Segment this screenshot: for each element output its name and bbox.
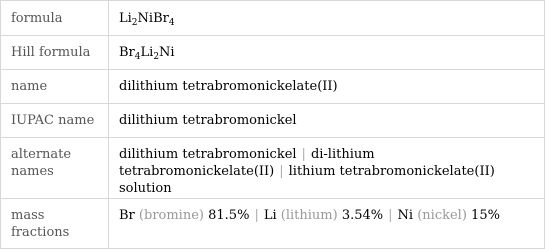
element-name: (lithium)	[280, 208, 338, 223]
table-row	[1, 36, 545, 70]
element-symbol: Br	[119, 208, 135, 223]
row-label: formula	[1, 1, 109, 36]
formula-part: Li	[140, 45, 154, 60]
alternate-name: lithium tetrabromonickelate(II) solution	[119, 164, 495, 196]
element-symbol: Ni	[397, 208, 414, 223]
row-label: alternate names	[1, 138, 109, 199]
row-label: mass fractions	[1, 199, 109, 249]
name-value: dilithium tetrabromonickelate(II)	[109, 70, 545, 104]
element-percent: 81.5%	[208, 208, 250, 223]
mass-fractions-value	[109, 199, 545, 249]
element-percent: 3.54%	[341, 208, 384, 223]
hill-formula-value	[109, 36, 545, 70]
alternate-name: di-lithium tetrabromonickelate(II)	[119, 147, 375, 179]
table-row	[1, 138, 545, 199]
row-label: IUPAC name	[1, 104, 109, 138]
table-row	[1, 199, 545, 249]
element-percent: 15%	[471, 208, 500, 223]
table-row	[1, 1, 545, 36]
table-row	[1, 70, 545, 104]
separator: |	[279, 164, 284, 179]
formula-value	[109, 1, 545, 36]
table-row	[1, 104, 545, 138]
element-symbol: Li	[263, 208, 277, 223]
iupac-name-value: dilithium tetrabromonickel	[109, 104, 545, 138]
alternate-name: dilithium tetrabromonickel	[119, 147, 297, 162]
separator: |	[254, 208, 259, 223]
formula-part: Br	[119, 45, 135, 60]
alternate-names-value	[109, 138, 545, 199]
formula-subscript: 4	[168, 18, 175, 28]
formula-part: NiBr	[137, 11, 169, 26]
formula-subscript: 2	[153, 52, 160, 62]
formula-part: Ni	[159, 45, 175, 60]
separator: |	[301, 147, 306, 162]
separator: |	[388, 208, 393, 223]
formula-subscript: 4	[134, 52, 141, 62]
element-name: (nickel)	[417, 208, 467, 223]
row-label: name	[1, 70, 109, 104]
element-name: (bromine)	[138, 208, 204, 223]
row-label: Hill formula	[1, 36, 109, 70]
formula-subscript: 2	[131, 18, 138, 28]
formula-part: Li	[119, 11, 132, 26]
